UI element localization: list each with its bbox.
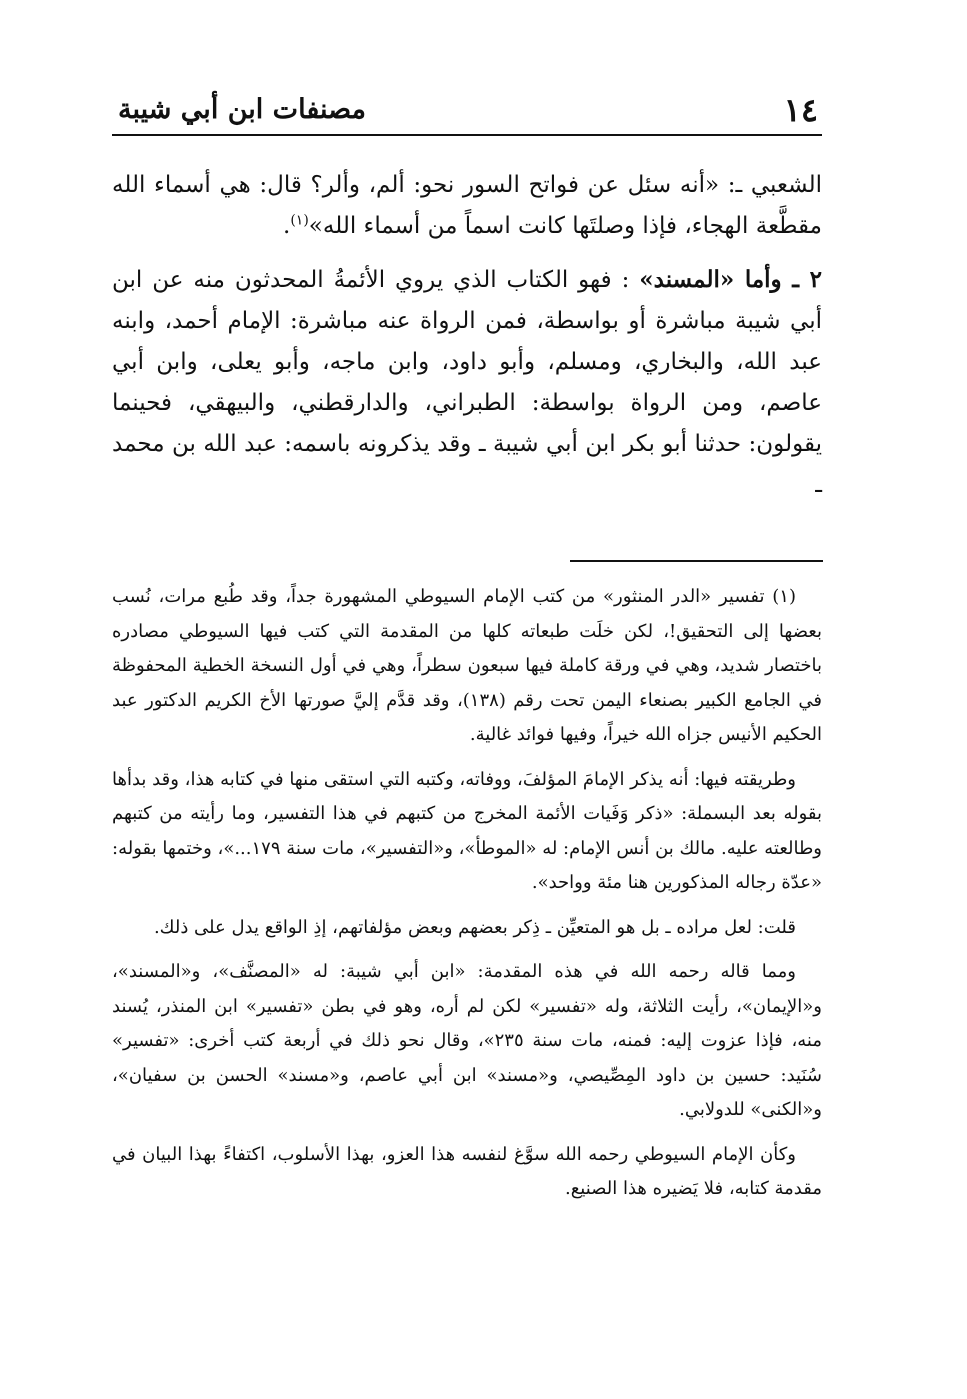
footnote-1: (١) تفسير «الدر المنثور» من كتب الإمام السيوطي المشهورة جداً، وقد طُبع مرات، نُسب بعضها إلى التحقيق!، لكن خلَت طبعاته كلها من المقدمة التي كتب فيها السيوطي مصادره باختصار شديد، وهي في ورقة كاملة فيها سبعون سطراً، وهي في أول النسخة الخطية المحفوظة في الجامع الكبير بصنعاء اليمن تحت رقم (١٣٨)، وقد قدَّم إليَّ صورتها الأخ الكريم الدكتور عبد الحكيم الأنيس جزاه الله خيراً، وفيها فوائد غالية. (112, 586, 822, 745)
paragraph-1 (112, 165, 822, 247)
paragraph-1-text: الشعبي ـ: «أنه سئل عن فواتح السور نحو: ألم، وألر؟ قال: هي أسماء الله مقطَّعة الهجاء، فإذا وصلتَها كانت اسماً من أسماء الله» (112, 172, 822, 239)
paragraph-2 (112, 259, 822, 506)
paragraph-2-text: : فهو الكتاب الذي يروي الأئمةُ المحدثون منه عن ابن أبي شيبة مباشرة أو بواسطة، فمن الرواة عنه مباشرة: الإمام أحمد، وابنه عبد الله، والبخاري، ومسلم، وأبو داود، وابن ماجه، وأبو يعلى، وابن أبي عاصم، ومن الرواة بواسطة: الطبراني، والدارقطني، والبيهقي، فحينما يقولون: حدثنا أبو بكر ابن أبي شيبة ـ وقد يذكرونه باسمه: عبد الله بن محمد ـ (112, 267, 822, 498)
footnote-paragraph: وطريقته فيها: أنه يذكر الإمامَ المؤلفَ، ووفاته، وكتبه التي استقى منها في كتابه هذا، وقد بدأها بقوله بعد البسملة: «ذكر وَفَيات الأئمة المخرج من كتبهم في هذا التفسير، وما رأيته من كتبهم وطالعته عليه. مالك بن أنس الإمام: له «الموطأ»، و«التفسير»، مات سنة ١٧٩...»، وختمها بقوله: «عدّة رجاله المذكورين هنا مئة وواحد». (112, 768, 822, 893)
footnote-paragraph: قلت: لعل مراده ـ بل هو المتعيِّن ـ ذِكر بعضهم وبعض مؤلفاتهم، إذِ الواقع يدل على ذلك. (153, 916, 796, 938)
footnote-reference: (١) (290, 212, 309, 229)
main-text (112, 165, 822, 518)
running-title: مصنفات ابن أبي شيبة (118, 94, 367, 125)
page-number: ١٤ (783, 91, 818, 129)
footnote-paragraph: ومما قاله رحمه الله في هذه المقدمة: «ابن أبي شيبة: له «المصنَّف»، و«المسند»، و«الإيمان»، رأيت الثلاثة، وله «تفسير» لكن لم أره، وهو في بطن «تفسير» ابن المنذر، يُسند منه، فإذا عزوت إليه: فمنه، مات سنة ٢٣٥»، وقال نحو ذلك في أربعة كتب أخرى: «تفسير» سُنَيد: حسين بن داود المِصِّيصي، و«مسند» ابن أبي عاصم، و«مسند» الحسن بن سفيان»، و«الكنى» للدولابي. (112, 961, 822, 1120)
footnotes (112, 580, 822, 1217)
footnote-separator (570, 560, 823, 562)
page-header (112, 84, 822, 136)
paragraph-1-end: . (283, 213, 291, 239)
footnote-paragraph: وكأن الإمام السيوطي رحمه الله سوَّغ لنفسه هذا العزو، بهذا الأسلوب، اكتفاءً بهذا البيان في مقدمة كتابه، فلا يَضيره هذا الصنيع. (112, 1143, 822, 1199)
paragraph-2-heading: ٢ ـ وأما «المسند» (639, 266, 822, 293)
